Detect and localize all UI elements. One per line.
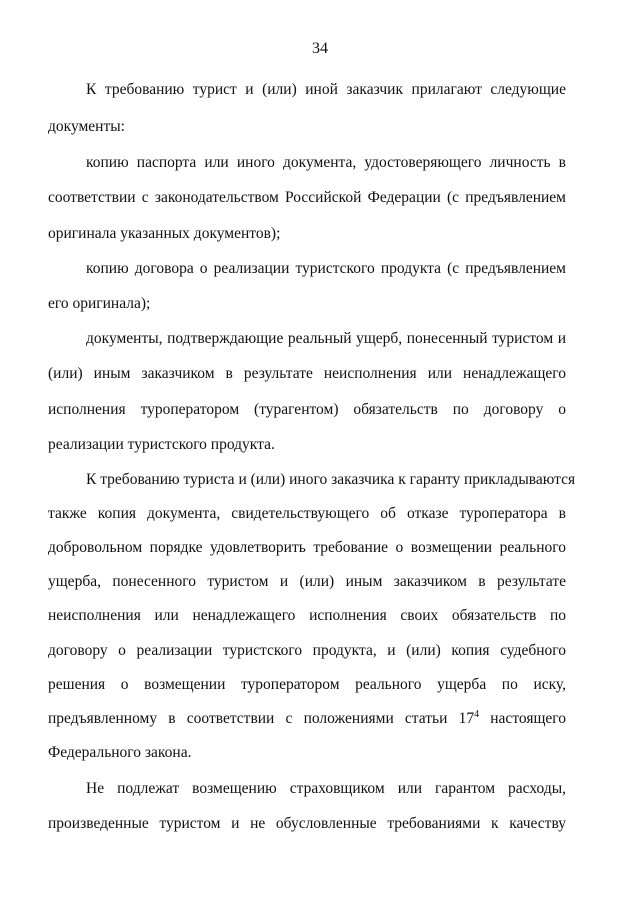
text-line: (или) иным заказчиком в результате неисполнения или ненадлежащего	[48, 365, 566, 382]
text-line: договору о реализации туристского продукта, и (или) копия судебного	[48, 642, 566, 659]
text-line: его оригинала);	[48, 295, 151, 312]
text-line: Не подлежат возмещению страховщиком или гарантом расходы,	[86, 780, 566, 797]
text-line: документы:	[48, 118, 125, 135]
text-line	[48, 709, 566, 729]
text-line: также копия документа, свидетельствующего об отказе туроператора в	[48, 505, 566, 522]
page-number: 34	[312, 40, 328, 57]
text-line: ущерба, понесенного туристом и (или) иным заказчиком в результате	[48, 573, 566, 590]
text-line: произведенные туристом и не обусловленные требованиями к качеству	[48, 815, 566, 832]
text-fragment: предъявленному в соответствии с положениями статьи 17	[48, 710, 475, 727]
text-line: решения о возмещении туроператором реального ущерба по иску,	[48, 676, 566, 693]
text-line: добровольном порядке удовлетворить требование о возмещении реального	[48, 539, 566, 556]
text-line: соответствии с законодательством Российской Федерации (с предъявлением	[48, 189, 566, 206]
text-line: реализации туристского продукта.	[48, 436, 275, 453]
text-line: К требованию туриста и (или) иного заказчика к гаранту прикладываются	[86, 471, 576, 488]
text-line: оригинала указанных документов);	[48, 225, 281, 242]
superscript-index: 4	[474, 709, 480, 720]
text-line: исполнения туроператором (турагентом) обязательств по договору о	[48, 401, 566, 418]
text-line: Федерального закона.	[48, 744, 192, 761]
text-fragment: настоящего	[479, 710, 567, 727]
text-line: копию договора о реализации туристского продукта (с предъявлением	[86, 260, 566, 277]
text-line: неисполнения или ненадлежащего исполнения своих обязательств по	[48, 607, 566, 624]
text-line: документы, подтверждающие реальный ущерб, понесенный туристом и	[86, 330, 566, 347]
text-line: копию паспорта или иного документа, удостоверяющего личность в	[86, 154, 566, 171]
text-line: К требованию турист и (или) иной заказчик прилагают следующие	[86, 81, 566, 98]
